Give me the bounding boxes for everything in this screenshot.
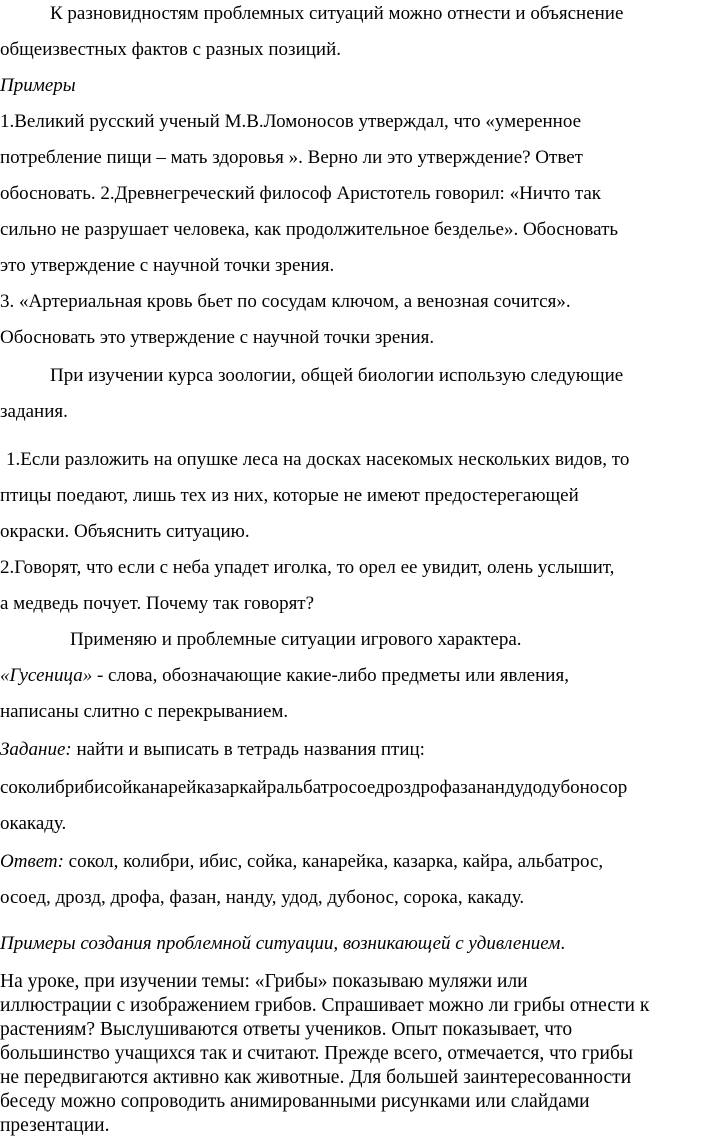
task-text: найти и выписать в тетрадь названия птиц: — [71, 739, 425, 760]
paragraph-line: а медведь почует. Почему так говорят? — [0, 593, 315, 614]
paragraph-line: общеизвестных фактов с разных позиций. — [0, 39, 341, 60]
paragraph-line: потребление пищи – мать здоровья ». Верно ли это утверждение? Ответ — [0, 147, 583, 168]
section-heading-examples: Примеры — [0, 75, 76, 96]
paragraph-line: не передвигаются активно как животные. Для большей заинтересованности — [0, 1067, 632, 1088]
paragraph-line: это утверждение с научной точки зрения. — [0, 255, 335, 276]
paragraph-line: 1.Великий русский ученый М.В.Ломоносов утверждал, что «умеренное — [0, 111, 582, 132]
heading-period: . — [560, 933, 566, 954]
paragraph-line: 1.Если разложить на опушке леса на досках насекомых нескольких видов, то — [6, 449, 630, 470]
paragraph-line: Обосновать это утверждение с научной точки зрения. — [0, 327, 435, 348]
paragraph-line: задания. — [0, 401, 68, 422]
paragraph-line: иллюстрации с изображением грибов. Спрашивает можно ли грибы отнести к — [0, 995, 650, 1016]
paragraph-line: растениям? Выслушиваются ответы учеников. Опыт показывает, что — [0, 1019, 573, 1040]
paragraph-line — [0, 850, 704, 874]
paragraph-line: обосновать. 2.Древнегреческий философ Аристотель говорил: «Ничто так — [0, 183, 602, 204]
paragraph-line: осоед, дрозд, дрофа, фазан, нанду, удод, дубонос, сорока, какаду. — [0, 887, 525, 908]
paragraph-line: К разновидностям проблемных ситуаций можно отнести и объяснение — [50, 3, 624, 24]
section-heading-surprise — [0, 932, 704, 956]
paragraph-line: При изучении курса зоологии, общей биологии использую следующие — [50, 365, 624, 386]
term-caterpillar: «Гусеница» — [0, 665, 93, 686]
puzzle-string: соколибрибисойканарейказаркайральбатросоедроздрофазанандудодубоносор — [0, 777, 628, 798]
paragraph-line: презентации. — [0, 1115, 110, 1136]
paragraph-line: На уроке, при изучении темы: «Грибы» показываю муляжи или — [0, 971, 528, 992]
heading-text: Примеры создания проблемной ситуации, возникающей с удивлением — [0, 933, 561, 954]
paragraph-line: беседу можно сопроводить анимированными рисунками или слайдами — [0, 1091, 590, 1112]
paragraph-line: 3. «Артериальная кровь бьет по сосудам ключом, а венозная сочится». — [0, 291, 571, 312]
paragraph-line: окраски. Объяснить ситуацию. — [0, 521, 250, 542]
paragraph-line: окакаду. — [0, 813, 67, 834]
term-definition: - слова, обозначающие какие-либо предметы или явления, — [92, 665, 569, 686]
paragraph-line: большинство учащихся так и считают. Прежде всего, отмечается, что грибы — [0, 1043, 634, 1064]
paragraph-line — [0, 738, 704, 762]
paragraph-line: 2.Говорят, что если с неба упадет иголка, то орел ее увидит, олень услышит, — [0, 557, 615, 578]
answer-label: Ответ: — [0, 851, 64, 872]
paragraph-line: сильно не разрушает человека, как продолжительное безделье». Обосновать — [0, 219, 619, 240]
paragraph-line: Применяю и проблемные ситуации игрового характера. — [70, 629, 522, 650]
task-label: Задание: — [0, 739, 72, 760]
paragraph-line — [0, 664, 704, 688]
paragraph-line: птицы поедают, лишь тех из них, которые не имеют предостерегающей — [0, 485, 579, 506]
paragraph-line: написаны слитно с перекрыванием. — [0, 701, 289, 722]
answer-text: сокол, колибри, ибис, сойка, канарейка, казарка, кайра, альбатрос, — [63, 851, 604, 872]
